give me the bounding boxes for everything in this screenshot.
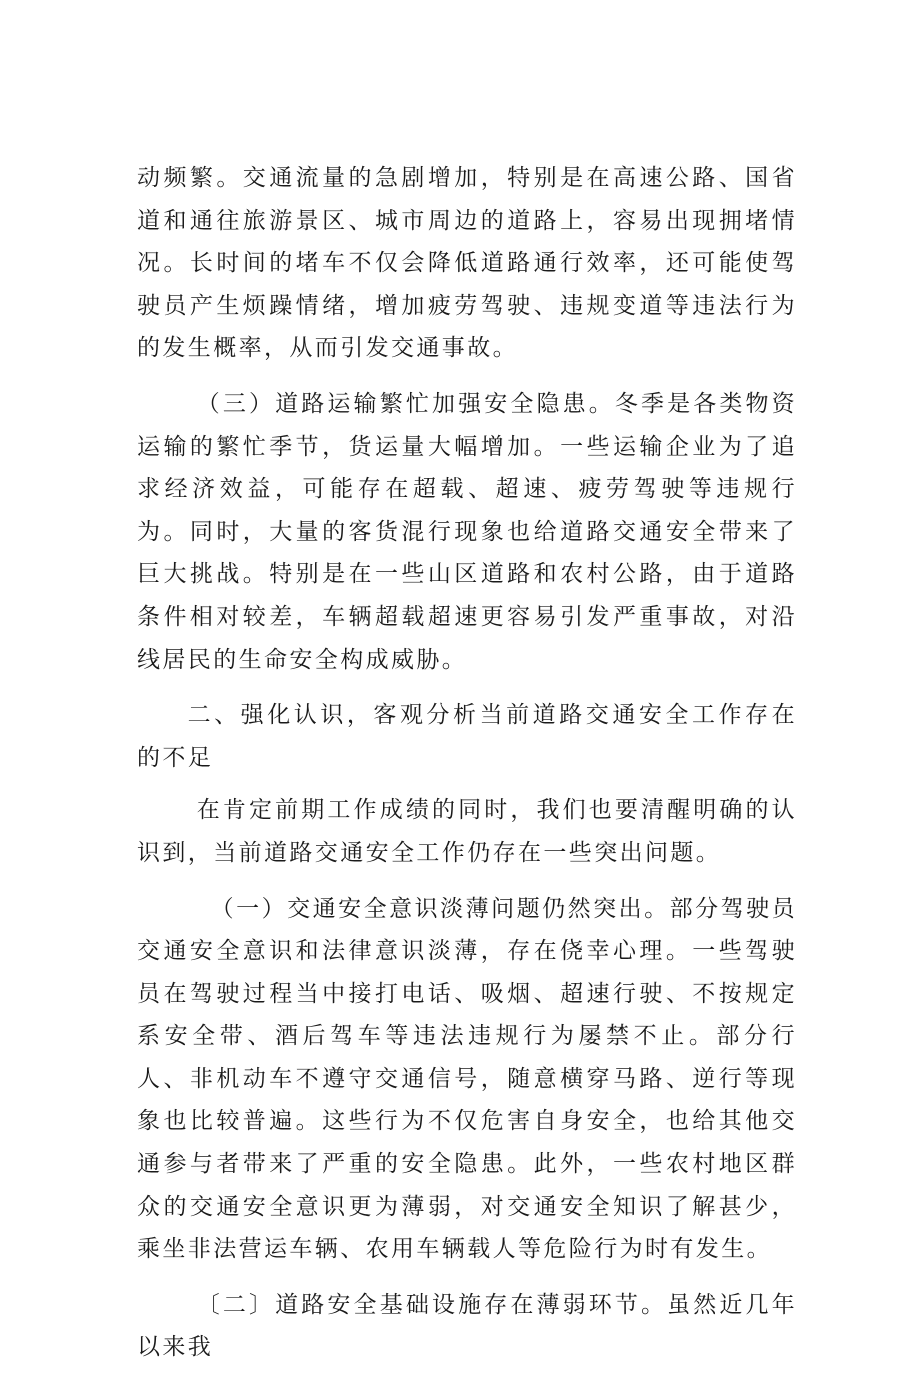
paragraph-continuation: 动频繁。交通流量的急剧增加，特别是在高速公路、国省道和通往旅游景区、城市周边的道路上，容易出现拥堵情况。长时间的堵车不仅会降低道路通行效率，还可能使驾驶员产生烦躁情绪，增加疲劳驾驶、违规变道等违法行为的发生概率，从而引发交通事故。	[137, 165, 797, 362]
section-heading-2: 二、强化认识，客观分析当前道路交通安全工作存在的不足	[137, 702, 797, 771]
paragraph-subsection-1: （一）交通安全意识淡薄问题仍然突出。部分驾驶员交通安全意识和法律意识淡薄，存在侥幸心理。一些驾驶员在驾驶过程当中接打电话、吸烟、超速行驶、不按规定系安全带、酒后驾车等违法违规行为屡禁不止。部分行人、非机动车不遵守交通信号，随意横穿马路、逆行等现象也比较普遍。这些行为不仅危害自身安全，也给其他交通参与者带来了严重的安全隐患。此外，一些农村地区群众的交通安全意识更为薄弱，对交通安全知识了解甚少，乘坐非法营运车辆、农用车辆载人等危险行为时有发生。	[137, 895, 797, 1263]
paragraph-subsection-2: 〔二〕道路安全基础设施存在薄弱环节。虽然近几年以来我	[137, 1291, 797, 1361]
paragraph-intro: 在肯定前期工作成绩的同时，我们也要清醒明确的认识到，当前道路交通安全工作仍存在一些突出问题。	[137, 797, 797, 866]
paragraph-section-3: （三）道路运输繁忙加强安全隐患。冬季是各类物资运输的繁忙季节，货运量大幅增加。一些运输企业为了追求经济效益，可能存在超载、超速、疲劳驾驶等违规行为。同时，大量的客货混行现象也给道路交通安全带来了巨大挑战。特别是在一些山区道路和农村公路，由于道路条件相对较差，车辆超载超速更容易引发严重事故，对沿线居民的生命安全构成威胁。	[137, 390, 797, 673]
document-body	[137, 157, 797, 1382]
